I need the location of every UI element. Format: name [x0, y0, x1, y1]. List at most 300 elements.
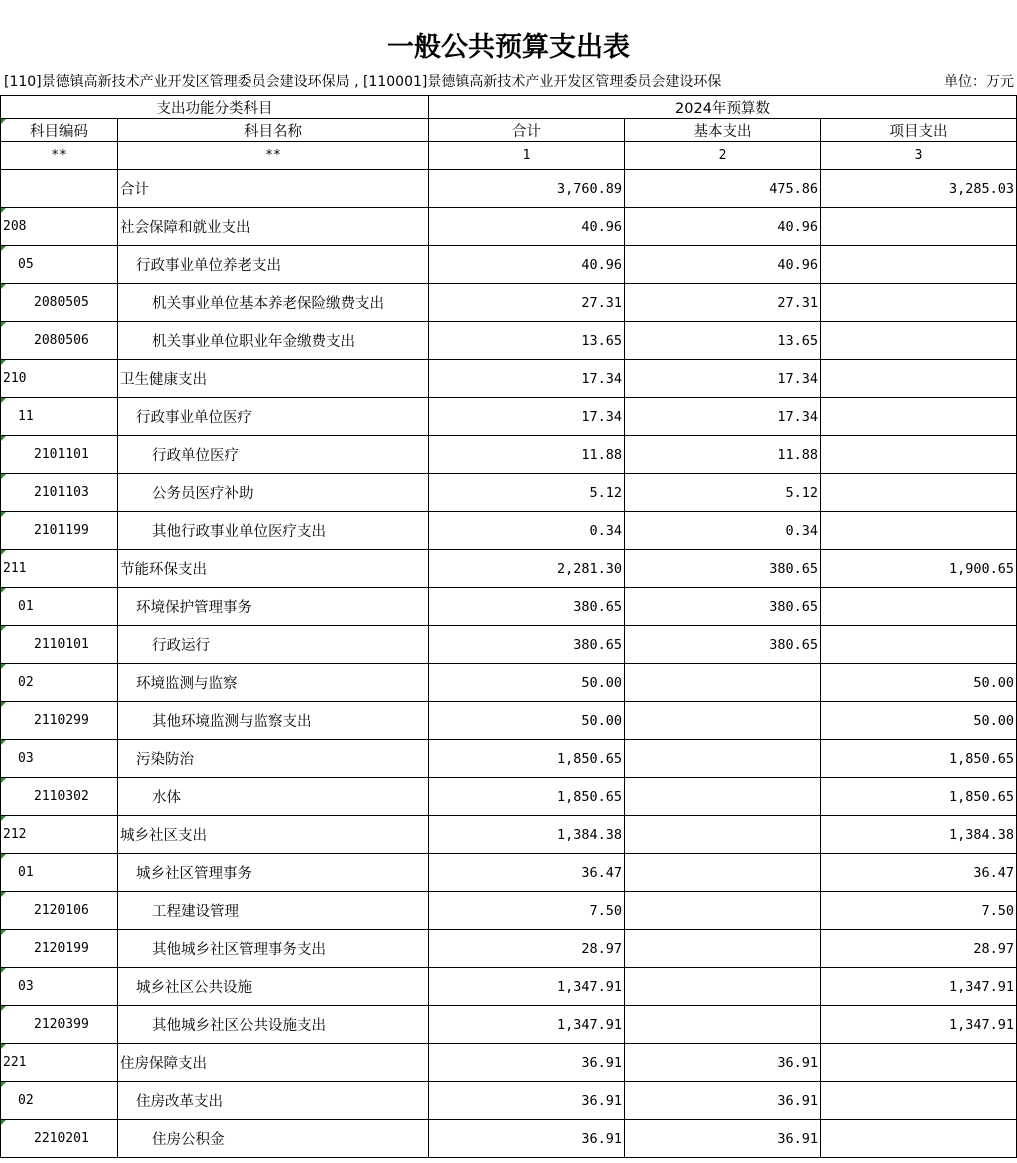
table-row [1, 208, 1017, 246]
row-total-text: 380.65 [573, 636, 622, 653]
row-name [118, 170, 429, 208]
row-total [429, 322, 625, 360]
row-code [1, 1044, 118, 1082]
row-name-text: 卫生健康支出 [120, 372, 207, 388]
row-total [429, 550, 625, 588]
row-project [821, 664, 1017, 702]
row-code [1, 778, 118, 816]
row-code-text: 2101103 [34, 485, 89, 500]
row-code [1, 1082, 118, 1120]
row-name [118, 436, 429, 474]
row-basic [625, 360, 821, 398]
table-row [1, 816, 1017, 854]
row-total-text: 36.91 [581, 1054, 622, 1071]
table-body [1, 170, 1017, 1158]
row-project [821, 1006, 1017, 1044]
row-code-text: 11 [18, 409, 34, 424]
table-row [1, 892, 1017, 930]
row-name-text: 合计 [120, 182, 149, 198]
row-basic [625, 1006, 821, 1044]
row-project [821, 512, 1017, 550]
row-basic [625, 1082, 821, 1120]
unit-label: 单位：万元 [944, 74, 1014, 90]
row-basic-text: 380.65 [769, 560, 818, 577]
cell-marker [1, 778, 6, 783]
table-row [1, 474, 1017, 512]
cell-marker [1, 436, 6, 441]
row-total [429, 208, 625, 246]
row-project [821, 778, 1017, 816]
row-basic [625, 474, 821, 512]
cell-marker [1, 474, 6, 479]
row-project [821, 626, 1017, 664]
row-total-text: 40.96 [581, 218, 622, 235]
row-name [118, 512, 429, 550]
row-name [118, 1044, 429, 1082]
row-name-text: 住房公积金 [152, 1132, 225, 1148]
row-basic [625, 284, 821, 322]
row-code-text: 03 [18, 979, 34, 994]
cell-marker [1, 892, 6, 897]
cell-marker [1, 930, 6, 935]
row-project [821, 1044, 1017, 1082]
row-code-text: 2110299 [34, 713, 89, 728]
table-row [1, 930, 1017, 968]
table-row [1, 436, 1017, 474]
row-total-text: 0.34 [589, 522, 622, 539]
row-basic-text: 36.91 [777, 1054, 818, 1071]
cell-marker [1, 1082, 6, 1087]
org-name: [110]景德镇高新技术产业开发区管理委员会建设环保局 , [110001]景德镇高新技术产业开发区管理委员会建设环保 [4, 74, 722, 90]
row-name [118, 664, 429, 702]
row-code-text: 211 [3, 561, 27, 576]
row-project [821, 1120, 1017, 1158]
table-row [1, 512, 1017, 550]
row-project [821, 702, 1017, 740]
row-code-text: 210 [3, 371, 27, 386]
row-basic [625, 322, 821, 360]
cell-marker [1, 322, 6, 327]
row-total-text: 13.65 [581, 332, 622, 349]
row-project [821, 170, 1017, 208]
page-title: 一般公共预算支出表 [387, 32, 630, 63]
row-name-text: 环境保护管理事务 [136, 600, 252, 616]
row-basic-text: 380.65 [769, 598, 818, 615]
row-name [118, 1120, 429, 1158]
row-basic [625, 892, 821, 930]
cell-marker [1, 626, 6, 631]
row-code [1, 360, 118, 398]
row-basic [625, 398, 821, 436]
row-code [1, 1120, 118, 1158]
cell-marker [1, 968, 6, 973]
row-name-text: 节能环保支出 [120, 562, 207, 578]
row-basic-text: 0.34 [785, 522, 818, 539]
row-code [1, 208, 118, 246]
row-code [1, 588, 118, 626]
row-basic [625, 170, 821, 208]
row-total-text: 17.34 [581, 408, 622, 425]
row-total-text: 28.97 [581, 940, 622, 957]
row-total-text: 50.00 [581, 712, 622, 729]
cell-marker [1, 119, 6, 124]
row-code [1, 968, 118, 1006]
row-project [821, 208, 1017, 246]
row-code-text: 2101199 [34, 523, 89, 538]
row-code-text: 02 [18, 1093, 34, 1108]
row-code [1, 436, 118, 474]
row-basic-text: 475.86 [769, 180, 818, 197]
row-name [118, 778, 429, 816]
row-total-text: 11.88 [581, 446, 622, 463]
header-group-row [1, 96, 1017, 119]
table-row [1, 398, 1017, 436]
row-total-text: 36.91 [581, 1092, 622, 1109]
row-name [118, 740, 429, 778]
header-function-classification: 支出功能分类科目 [1, 96, 429, 119]
row-project-text: 1,384.38 [948, 826, 1014, 843]
row-name-text: 行政事业单位养老支出 [136, 258, 281, 274]
row-code [1, 816, 118, 854]
row-basic [625, 246, 821, 284]
row-name [118, 626, 429, 664]
row-name-text: 工程建设管理 [152, 904, 239, 920]
row-project-text: 50.00 [973, 712, 1014, 729]
row-project-text: 1,850.65 [948, 750, 1014, 767]
row-name-text: 其他城乡社区管理事务支出 [152, 942, 326, 958]
index-project: 3 [821, 142, 1017, 170]
row-total-text: 3,760.89 [556, 180, 622, 197]
row-total-text: 36.47 [581, 864, 622, 881]
row-total [429, 170, 625, 208]
row-total [429, 588, 625, 626]
row-basic [625, 550, 821, 588]
row-code-text: 01 [18, 599, 34, 614]
row-basic [625, 512, 821, 550]
row-name [118, 816, 429, 854]
header-index-row [1, 142, 1017, 170]
row-basic [625, 740, 821, 778]
row-total [429, 778, 625, 816]
row-project [821, 322, 1017, 360]
row-code-text: 2110101 [34, 637, 89, 652]
row-code [1, 854, 118, 892]
row-project-text: 1,347.91 [948, 978, 1014, 995]
row-total-text: 1,347.91 [556, 978, 622, 995]
row-basic [625, 702, 821, 740]
row-name [118, 398, 429, 436]
row-project [821, 360, 1017, 398]
row-code [1, 930, 118, 968]
row-basic-text: 5.12 [785, 484, 818, 501]
row-name-text: 住房保障支出 [120, 1056, 207, 1072]
row-total [429, 816, 625, 854]
row-code [1, 892, 118, 930]
header-total: 合计 [429, 119, 625, 142]
row-code [1, 702, 118, 740]
row-name-text: 行政运行 [152, 638, 210, 654]
row-project [821, 284, 1017, 322]
row-code-text: 2120399 [34, 1017, 89, 1032]
row-project-text: 1,347.91 [948, 1016, 1014, 1033]
index-basic: 2 [625, 142, 821, 170]
row-project [821, 474, 1017, 512]
table-row [1, 1006, 1017, 1044]
row-code [1, 322, 118, 360]
row-code-text: 02 [18, 675, 34, 690]
header-code [1, 119, 118, 142]
row-total [429, 284, 625, 322]
table-row [1, 740, 1017, 778]
row-name-text: 行政事业单位医疗 [136, 410, 252, 426]
row-project-text: 7.50 [981, 902, 1014, 919]
cell-marker [1, 512, 6, 517]
cell-marker [1, 360, 6, 365]
cell-marker [1, 664, 6, 669]
table-row [1, 284, 1017, 322]
row-basic [625, 588, 821, 626]
row-code [1, 740, 118, 778]
cell-marker [1, 702, 6, 707]
row-total [429, 1044, 625, 1082]
row-total-text: 50.00 [581, 674, 622, 691]
row-code [1, 474, 118, 512]
row-project [821, 854, 1017, 892]
row-name-text: 其他城乡社区公共设施支出 [152, 1018, 326, 1034]
row-code [1, 398, 118, 436]
cell-marker [1, 816, 6, 821]
row-name [118, 892, 429, 930]
row-name [118, 322, 429, 360]
row-total [429, 854, 625, 892]
row-name [118, 550, 429, 588]
row-total-text: 17.34 [581, 370, 622, 387]
row-total [429, 1006, 625, 1044]
row-basic [625, 664, 821, 702]
row-name [118, 1006, 429, 1044]
row-name-text: 机关事业单位职业年金缴费支出 [152, 334, 355, 350]
row-name [118, 246, 429, 284]
header-code-label: 科目编码 [30, 123, 88, 140]
row-total-text: 1,850.65 [556, 750, 622, 767]
row-name [118, 1082, 429, 1120]
row-name-text: 城乡社区管理事务 [136, 866, 252, 882]
table-row [1, 1082, 1017, 1120]
row-code [1, 512, 118, 550]
row-code-text: 01 [18, 865, 34, 880]
row-basic-text: 13.65 [777, 332, 818, 349]
row-code [1, 170, 118, 208]
row-basic [625, 208, 821, 246]
org-line [4, 72, 1014, 92]
table-row [1, 360, 1017, 398]
row-total [429, 436, 625, 474]
row-total [429, 246, 625, 284]
table-row [1, 322, 1017, 360]
row-code-text: 2101101 [34, 447, 89, 462]
row-code-text: 2080506 [34, 333, 89, 348]
row-name-text: 污染防治 [136, 752, 194, 768]
row-total-text: 40.96 [581, 256, 622, 273]
row-project [821, 930, 1017, 968]
row-code-text: 2110302 [34, 789, 89, 804]
row-project [821, 816, 1017, 854]
cell-marker [1, 284, 6, 289]
table-row [1, 550, 1017, 588]
row-basic [625, 1044, 821, 1082]
row-code-text: 05 [18, 257, 34, 272]
row-total-text: 7.50 [589, 902, 622, 919]
row-project-text: 50.00 [973, 674, 1014, 691]
cell-marker [1, 208, 6, 213]
row-name-text: 住房改革支出 [136, 1094, 223, 1110]
row-total [429, 664, 625, 702]
cell-marker [1, 1006, 6, 1011]
row-code [1, 550, 118, 588]
cell-marker [1, 588, 6, 593]
row-code-text: 221 [3, 1055, 27, 1070]
row-basic-text: 11.88 [777, 446, 818, 463]
row-project [821, 892, 1017, 930]
row-total [429, 360, 625, 398]
row-name [118, 284, 429, 322]
row-project [821, 740, 1017, 778]
row-name-text: 社会保障和就业支出 [120, 220, 251, 236]
table-row [1, 968, 1017, 1006]
row-total-text: 36.91 [581, 1130, 622, 1147]
row-basic-text: 40.96 [777, 256, 818, 273]
row-name [118, 930, 429, 968]
row-total [429, 930, 625, 968]
header-column-row [1, 119, 1017, 142]
row-code-text: 2120106 [34, 903, 89, 918]
table-row [1, 854, 1017, 892]
row-total [429, 740, 625, 778]
row-code-text: 208 [3, 219, 27, 234]
row-name-text: 行政单位医疗 [152, 448, 239, 464]
row-project-text: 28.97 [973, 940, 1014, 957]
table-row [1, 626, 1017, 664]
cell-marker [1, 1120, 6, 1125]
row-total-text: 2,281.30 [556, 560, 622, 577]
header-basic: 基本支出 [625, 119, 821, 142]
table-row [1, 246, 1017, 284]
header-name: 科目名称 [118, 119, 429, 142]
row-name [118, 360, 429, 398]
row-total-text: 1,347.91 [556, 1016, 622, 1033]
row-name [118, 208, 429, 246]
row-code [1, 246, 118, 284]
row-basic [625, 778, 821, 816]
row-name [118, 968, 429, 1006]
row-basic-text: 17.34 [777, 408, 818, 425]
row-project [821, 550, 1017, 588]
row-basic-text: 380.65 [769, 636, 818, 653]
row-basic-text: 36.91 [777, 1092, 818, 1109]
row-total [429, 1120, 625, 1158]
cell-marker [1, 246, 6, 251]
cell-marker [1, 1044, 6, 1049]
row-total [429, 474, 625, 512]
row-project [821, 588, 1017, 626]
row-project-text: 3,285.03 [948, 180, 1014, 197]
row-total [429, 968, 625, 1006]
row-code [1, 1006, 118, 1044]
row-name-text: 环境监测与监察 [136, 676, 238, 692]
row-project-text: 1,850.65 [948, 788, 1014, 805]
row-basic [625, 1120, 821, 1158]
cell-marker [1, 398, 6, 403]
row-total [429, 1082, 625, 1120]
cell-marker [1, 740, 6, 745]
row-basic [625, 968, 821, 1006]
row-basic-text: 17.34 [777, 370, 818, 387]
row-total-text: 1,384.38 [556, 826, 622, 843]
row-total [429, 512, 625, 550]
table-row [1, 664, 1017, 702]
row-name [118, 854, 429, 892]
cell-marker [1, 550, 6, 555]
row-name-text: 城乡社区支出 [120, 828, 207, 844]
row-basic-text: 40.96 [777, 218, 818, 235]
row-code-text: 212 [3, 827, 27, 842]
row-name-text: 水体 [152, 790, 181, 806]
table-row [1, 588, 1017, 626]
row-code [1, 626, 118, 664]
cell-marker [1, 854, 6, 859]
row-project-text: 1,900.65 [948, 560, 1014, 577]
row-name [118, 588, 429, 626]
header-project: 项目支出 [821, 119, 1017, 142]
row-total-text: 1,850.65 [556, 788, 622, 805]
header-budget-year: 2024年预算数 [429, 96, 1017, 119]
row-basic-text: 36.91 [777, 1130, 818, 1147]
row-basic [625, 854, 821, 892]
table-row [1, 170, 1017, 208]
table-row [1, 778, 1017, 816]
row-basic [625, 930, 821, 968]
row-name-text: 机关事业单位基本养老保险缴费支出 [152, 296, 384, 312]
row-project [821, 436, 1017, 474]
index-name: ** [118, 142, 429, 170]
index-total: 1 [429, 142, 625, 170]
row-code [1, 664, 118, 702]
row-project [821, 1082, 1017, 1120]
row-basic-text: 27.31 [777, 294, 818, 311]
row-name-text: 其他环境监测与监察支出 [152, 714, 312, 730]
table-row [1, 1044, 1017, 1082]
row-total [429, 626, 625, 664]
row-project-text: 36.47 [973, 864, 1014, 881]
row-code-text: 2120199 [34, 941, 89, 956]
row-total-text: 27.31 [581, 294, 622, 311]
row-basic [625, 626, 821, 664]
row-code [1, 284, 118, 322]
row-total [429, 892, 625, 930]
row-project [821, 968, 1017, 1006]
row-total [429, 398, 625, 436]
index-code: ** [1, 142, 118, 170]
row-code-text: 03 [18, 751, 34, 766]
row-total [429, 702, 625, 740]
row-basic [625, 436, 821, 474]
row-name-text: 其他行政事业单位医疗支出 [152, 524, 326, 540]
table-row [1, 1120, 1017, 1158]
row-total-text: 5.12 [589, 484, 622, 501]
row-project [821, 398, 1017, 436]
row-name-text: 公务员医疗补助 [152, 486, 254, 502]
row-code-text: 2210201 [34, 1131, 89, 1146]
